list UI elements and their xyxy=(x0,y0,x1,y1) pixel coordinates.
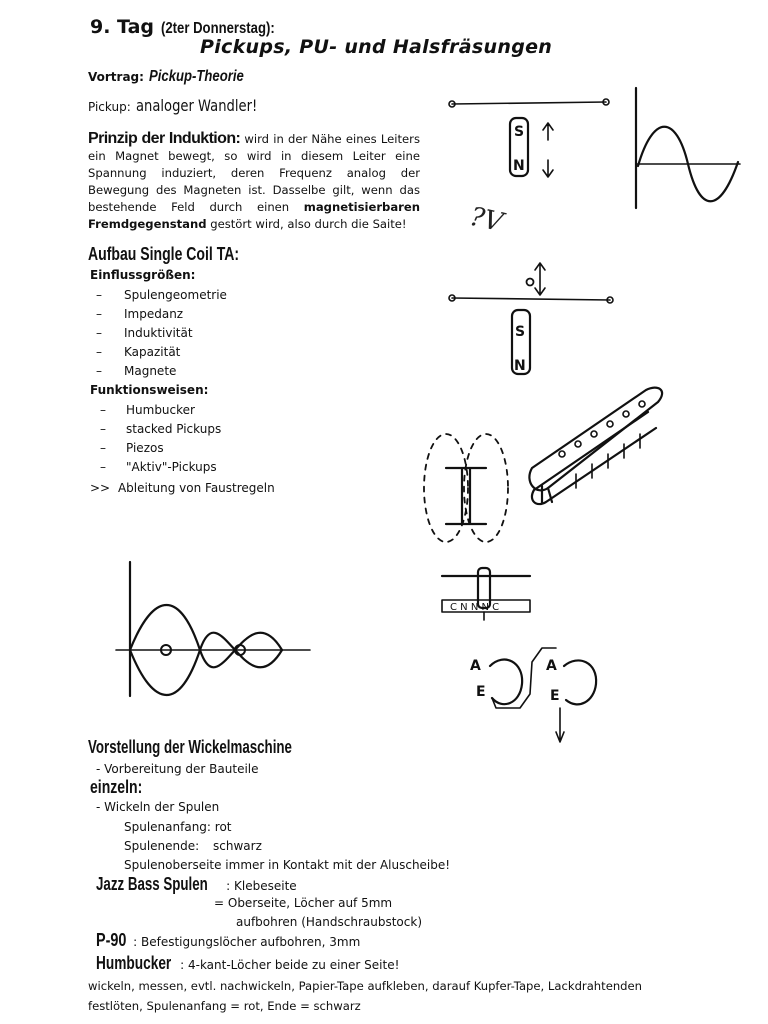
ableitung-line xyxy=(90,481,275,495)
induktion-text: wird in der Nähe eines Leiters ein Magnet bewegt, so wird in diesem Leiter eine Spannung induziert, deren Frequenz analog der Bewegung des Magneten ist. Dasselbe gilt, wenn das bestehende Feld durch einen xyxy=(88,132,420,214)
p90-text: : Befestigungslöcher aufbohren, 3mm xyxy=(133,935,361,949)
magnet-s-label-2: S xyxy=(515,324,526,340)
pickup-line xyxy=(88,96,284,115)
humbucker-heading: Humbucker xyxy=(96,953,172,973)
wickel-spulen: - Wickeln der Spulen xyxy=(96,800,220,814)
induktion-bold: magnetisierbaren Fremdgegenstand xyxy=(88,200,420,231)
cross-section-sketch xyxy=(438,564,538,624)
day-note: (2ter Donnerstag): xyxy=(161,20,275,37)
vortrag-title: Pickup-Theorie xyxy=(149,68,244,85)
coil-e2-label: E xyxy=(550,688,560,704)
voltage-annotation: ?V xyxy=(467,201,506,239)
ableitung-marker: >> xyxy=(90,481,111,495)
jazz-bass-line2: = Oberseite, Löcher auf 5mm xyxy=(214,896,393,910)
footer-line-2: festlöten, Spulenanfang = rot, Ende = schwarz xyxy=(88,999,361,1013)
humbucker-text: : 4-kant-Löcher beide zu einer Seite! xyxy=(180,958,400,972)
jazz-bass-text: : Klebeseite xyxy=(226,879,297,893)
spulenende-value: schwarz xyxy=(213,839,262,853)
sine-wave-sketch xyxy=(628,84,748,214)
vortrag-line xyxy=(88,66,265,86)
coil-e1-label: E xyxy=(476,684,486,700)
coil-a1-label: A xyxy=(470,658,481,674)
string-magnet-sketch-2 xyxy=(440,258,620,388)
ableitung-text: Ableitung von Faustregeln xyxy=(117,481,275,495)
svg-text:C N N N C: C N N N C xyxy=(450,602,500,613)
spulenanfang: Spulenanfang: rot xyxy=(124,820,232,834)
induktion-paragraph xyxy=(88,130,420,233)
spulenende xyxy=(124,839,262,853)
induktion-text-end: gestört wird, also durch die Saite! xyxy=(206,217,407,231)
magnet-s-label: S xyxy=(514,124,525,140)
spulenende-label: Spulenende: xyxy=(124,839,200,853)
funktion-heading: Funktionsweisen: xyxy=(90,383,209,397)
jazz-bass-line xyxy=(96,874,297,895)
pickup-value: analoger Wandler! xyxy=(135,96,258,115)
p90-line xyxy=(96,930,360,951)
pickup-3d-sketch xyxy=(518,378,678,518)
footer-line-1: wickeln, messen, evtl. nachwickeln, Papier-Tape aufkleben, darauf Kupfer-Tape, Lackdrahtenden xyxy=(88,979,643,993)
day-title xyxy=(90,16,300,38)
p90-heading: P-90 xyxy=(96,930,127,950)
field-lines-sketch xyxy=(410,428,530,563)
wickel-heading: Vorstellung der Wickelmaschine xyxy=(88,737,292,757)
einfluss-heading: Einflussgrößen: xyxy=(90,268,196,282)
vortrag-label: Vortrag: xyxy=(88,70,144,84)
coil-connection-sketch xyxy=(460,628,610,748)
string-magnet-sketch xyxy=(440,90,620,190)
einzeln-heading: einzeln: xyxy=(90,777,143,797)
magnet-n-label: N xyxy=(513,158,525,174)
wickel-vorbereitung: - Vorbereitung der Bauteile xyxy=(96,762,259,776)
induktion-heading: Prinzip der Induktion: xyxy=(88,130,241,147)
pickup-label: Pickup: xyxy=(88,100,131,114)
page-topic: Pickups, PU- und Halsfräsungen xyxy=(200,36,553,58)
spulenoberseite: Spulenoberseite immer in Kontakt mit der Aluscheibe! xyxy=(124,858,451,872)
aufbau-heading: Aufbau Single Coil TA: xyxy=(88,244,240,264)
jazz-bass-line3: aufbohren (Handschraubstock) xyxy=(236,915,422,929)
humbucker-line xyxy=(96,953,399,974)
magnet-n-label-2: N xyxy=(514,358,526,374)
day-label: 9. Tag xyxy=(90,16,154,38)
jazz-bass-heading: Jazz Bass Spulen xyxy=(96,874,208,894)
standing-wave-sketch xyxy=(114,560,314,700)
coil-a2-label: A xyxy=(546,658,557,674)
